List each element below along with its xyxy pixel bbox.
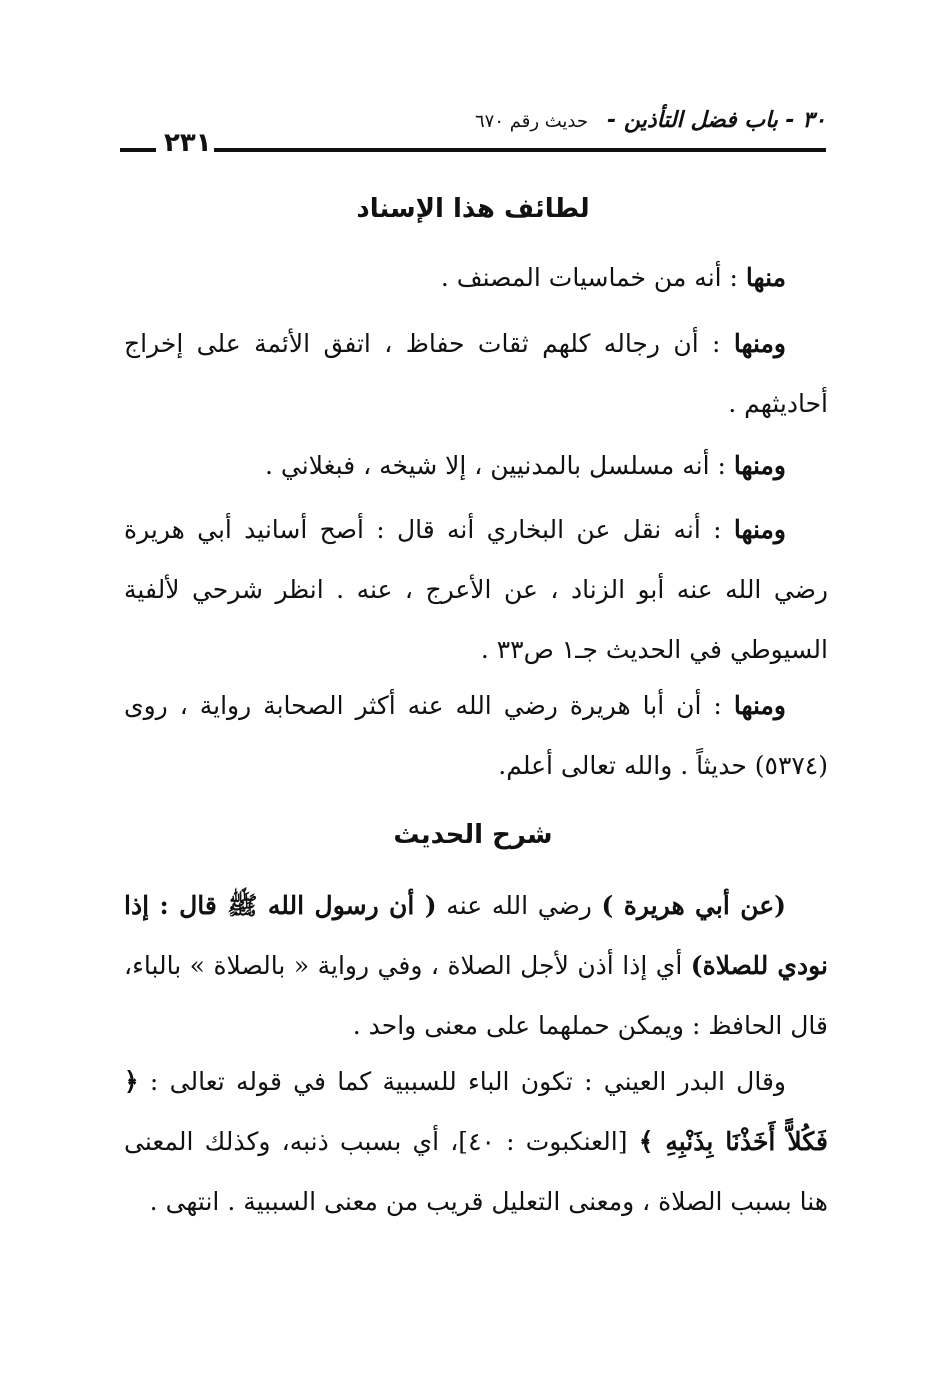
isnad-point-2 <box>124 314 828 434</box>
sharh-heading: شرح الحديث <box>393 820 553 850</box>
narrator-text: (عن أبي هريرة ) <box>601 891 786 920</box>
point-lead: منها <box>745 263 786 292</box>
commentary-text: أي إذا أذن لأجل الصلاة ، وفي رواية « بالصلاة » بالباء، قال الحافظ : ويمكن حملهما على معنى واحد . <box>124 951 828 1040</box>
isnad-point-1 <box>124 248 828 308</box>
honorific-text: رضي الله عنه <box>436 891 602 920</box>
header-rule-short <box>120 148 156 152</box>
header-rule <box>214 148 826 152</box>
point-lead: ومنها <box>733 451 786 480</box>
commentary-text: وقال البدر العيني : تكون الباء للسببية كما في قوله تعالى : <box>138 1067 786 1096</box>
point-text: : أن أبا هريرة رضي الله عنه أكثر الصحابة رواية ، روى (٥٣٧٤) حديثاً . والله تعالى أعلم. <box>124 691 828 780</box>
page-number: ٢٣١ <box>164 128 212 158</box>
isnad-point-4 <box>124 500 828 680</box>
isnad-heading: لطائف هذا الإسناد <box>356 194 590 224</box>
commentary-text-cont: [العنكبوت : ٤٠]، أي بسبب ذنبه، وكذلك المعنى هنا بسبب الصلاة ، ومعنى التعليل قريب من معنى السببية . انتهى . <box>124 1127 828 1216</box>
chapter-title: ٣٠ - باب فضل التأذين - <box>607 108 826 133</box>
quran-verse: ﴿ فَكُلاًّ أَخَذْنَا بِذَنْبِهِ ﴾ <box>124 1067 828 1156</box>
isnad-point-3 <box>124 436 828 496</box>
point-lead: ومنها <box>733 329 786 358</box>
sharh-paragraph-1 <box>124 876 828 1056</box>
point-text: : أنه من خماسيات المصنف . <box>440 263 746 292</box>
point-lead: ومنها <box>733 691 786 720</box>
isnad-point-5 <box>124 676 828 796</box>
point-text: : أنه مسلسل بالمدنيين ، إلا شيخه ، فبغلاني . <box>265 451 734 480</box>
point-text: : أنه نقل عن البخاري أنه قال : أصح أسانيد أبي هريرة رضي الله عنه أبو الزناد ، عن الأعرج ، عنه . انظر شرحي لألفية السيوطي في الحديث جـ١ ص٣٣ . <box>124 515 828 664</box>
hadith-matn: ( أن رسول الله ﷺ قال : إذا نودي للصلاة) <box>124 891 828 980</box>
sharh-paragraph-2 <box>124 1052 828 1232</box>
point-lead: ومنها <box>733 515 786 544</box>
point-text: : أن رجاله كلهم ثقات حفاظ ، اتفق الأئمة على إخراج أحاديثهم . <box>124 329 828 418</box>
hadith-reference: حديث رقم ٦٧٠ <box>475 111 588 132</box>
running-header <box>120 108 826 158</box>
